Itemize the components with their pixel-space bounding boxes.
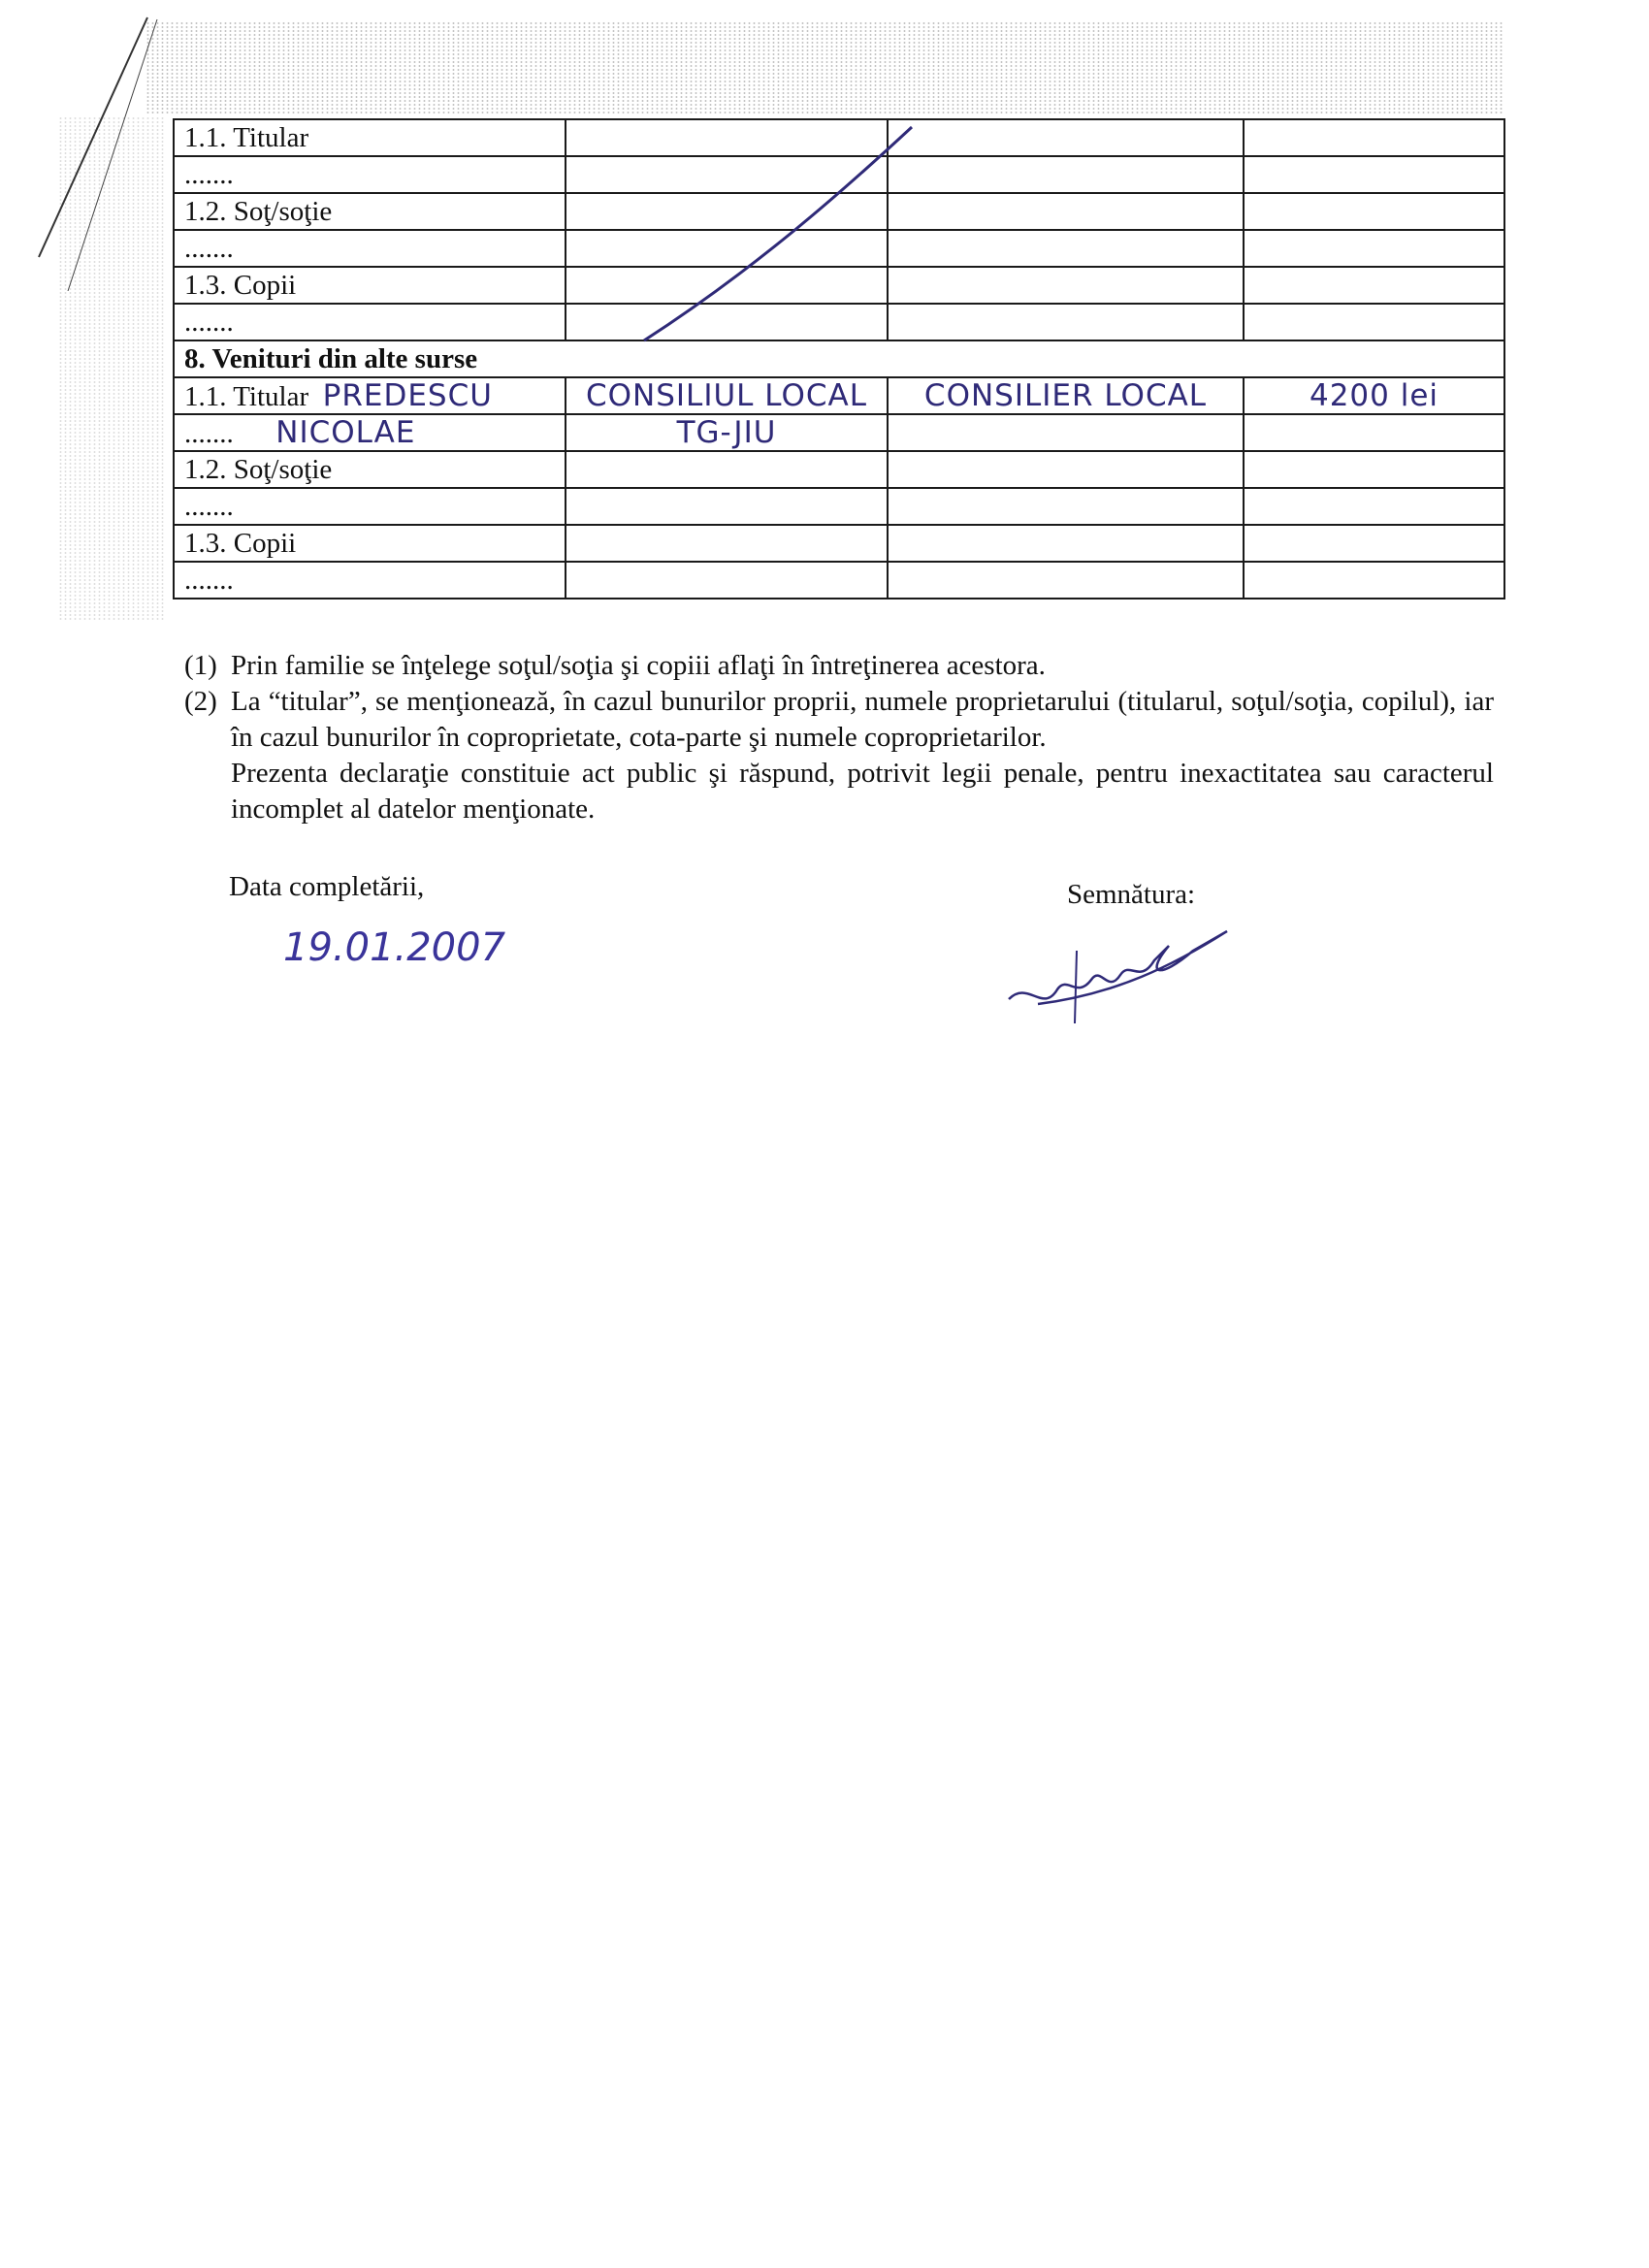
footnote-text: Prin familie se înţelege soţul/soţia şi copiii aflaţi în întreţinerea acestora. — [231, 650, 1046, 681]
table-row — [174, 562, 1504, 599]
table-cell — [888, 267, 1244, 304]
handwritten-income: 4200 lei — [1244, 377, 1504, 414]
table-cell — [888, 488, 1244, 525]
row-label: ....... — [174, 156, 566, 193]
table-cell — [1244, 414, 1504, 451]
footnote-2 — [184, 684, 1494, 756]
date-label: Data completării, — [229, 871, 425, 902]
row-label: ....... — [184, 418, 234, 449]
handwritten-source: CONSILIUL LOCAL — [566, 377, 888, 414]
table-cell — [888, 156, 1244, 193]
table-cell — [1244, 230, 1504, 267]
handwritten-source-city: TG-JIU — [566, 414, 888, 451]
table-row — [174, 377, 1504, 414]
table-cell — [888, 230, 1244, 267]
handwritten-surname: PREDESCU — [322, 378, 493, 413]
table-cell — [888, 562, 1244, 599]
strike-through-mark — [630, 122, 922, 345]
footnote-text: La “titular”, se menţionează, în cazul bunurilor proprii, numele proprietarului (titularul, soţul/soţia, copilul), iar în cazul bunurilor în coproprietate, cota-parte şi numele coproprietarilor. — [231, 686, 1494, 753]
row-label: 1.1. Titular — [184, 381, 309, 412]
row-label: ....... — [174, 488, 566, 525]
legal-statement — [184, 756, 1494, 827]
table-cell — [566, 525, 888, 562]
table-cell — [1244, 562, 1504, 599]
table-cell — [1244, 193, 1504, 230]
table-cell — [1244, 488, 1504, 525]
row-label: 1.3. Copii — [174, 267, 566, 304]
row-label: 1.2. Soţ/soţie — [174, 193, 566, 230]
section-title: 8. Venituri din alte surse — [174, 340, 1504, 377]
signature-label: Semnătura: — [1067, 879, 1196, 910]
table-cell — [888, 304, 1244, 340]
row-label: 1.3. Copii — [174, 525, 566, 562]
table-cell — [1244, 304, 1504, 340]
row-label: ....... — [174, 230, 566, 267]
table-cell — [566, 488, 888, 525]
handwritten-service: CONSILIER LOCAL — [888, 377, 1244, 414]
table-cell — [888, 193, 1244, 230]
table-row — [174, 525, 1504, 562]
row-label: 1.1. Titular — [174, 119, 566, 156]
row-label-cell — [174, 414, 566, 451]
table-cell — [888, 451, 1244, 488]
table-cell — [888, 525, 1244, 562]
table-cell — [1244, 119, 1504, 156]
signature-scribble — [999, 922, 1232, 1028]
table-cell — [1244, 156, 1504, 193]
handwritten-given-name: NICOLAE — [275, 415, 416, 450]
page-fold-line — [0, 0, 194, 291]
table-cell — [1244, 451, 1504, 488]
scan-noise-top — [146, 21, 1504, 113]
table-cell — [566, 451, 888, 488]
section-header-row — [174, 340, 1504, 377]
row-label-cell — [174, 377, 566, 414]
handwritten-date: 19.01.2007 — [283, 925, 506, 970]
legal-statement-text: Prezenta declaraţie constituie act public şi răspund, potrivit legii penale, pentru inexactitatea sau caracterul incomplet al datelor menţionate. — [231, 758, 1494, 825]
row-label: 1.2. Soţ/soţie — [174, 451, 566, 488]
table-cell — [888, 119, 1244, 156]
footnotes — [184, 648, 1494, 827]
table-row — [174, 488, 1504, 525]
footnote-number: (1) — [184, 650, 217, 681]
footnote-1 — [184, 648, 1494, 684]
table-row — [174, 414, 1504, 451]
footnote-number: (2) — [184, 686, 217, 717]
table-cell — [1244, 267, 1504, 304]
table-cell — [1244, 525, 1504, 562]
table-cell — [888, 414, 1244, 451]
row-label: ....... — [174, 562, 566, 599]
table-row — [174, 451, 1504, 488]
row-label: ....... — [174, 304, 566, 340]
table-cell — [566, 562, 888, 599]
